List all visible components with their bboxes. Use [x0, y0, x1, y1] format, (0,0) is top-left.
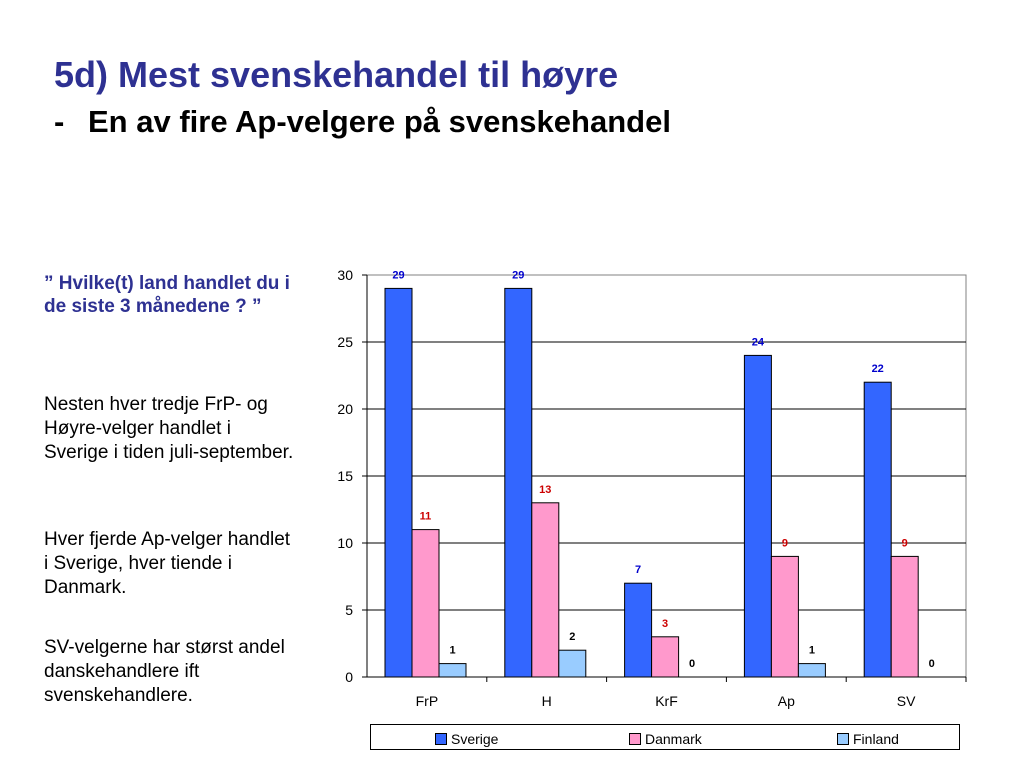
data-label-sverige: 29 — [512, 269, 525, 282]
x-tick-label: H — [541, 693, 552, 709]
commentary-paragraph-3: SV-velgerne har størst andel danskehandlere ift svenskehandlere. — [44, 637, 285, 706]
bar-sverige — [505, 288, 532, 677]
legend-item-finland — [837, 731, 899, 747]
bar-danmark — [771, 556, 798, 677]
bar-sverige — [625, 583, 652, 677]
data-label-finland: 1 — [808, 644, 815, 657]
data-label-danmark: 11 — [419, 510, 432, 523]
chart-legend — [370, 724, 960, 750]
subtitle-text: En av fire Ap-velgere på svenskehandel — [88, 104, 671, 139]
legend-label-finland: Finland — [853, 731, 899, 747]
y-tick-label: 0 — [345, 669, 353, 685]
data-label-finland: 2 — [569, 631, 576, 644]
legend-swatch-sverige — [435, 733, 447, 745]
legend-label-danmark: Danmark — [645, 731, 702, 747]
data-label-sverige: 24 — [751, 336, 765, 349]
survey-question: ” Hvilke(t) land handlet du i de siste 3 månedene ? ” — [44, 273, 290, 317]
x-tick-label: Ap — [777, 693, 795, 709]
y-tick-label: 30 — [337, 267, 353, 283]
bar-sverige — [864, 382, 891, 677]
bar-danmark — [891, 556, 918, 677]
y-tick-label: 10 — [337, 535, 353, 551]
slide-title: 5d) Mest svenskehandel til høyre — [54, 54, 619, 95]
data-label-danmark: 9 — [901, 537, 908, 550]
bar-finland — [439, 664, 466, 677]
bar-finland — [559, 650, 586, 677]
bar-danmark — [412, 530, 439, 677]
x-tick-label: SV — [896, 693, 916, 709]
y-tick-label: 25 — [337, 334, 353, 350]
bar-sverige — [385, 288, 412, 677]
data-label-finland: 0 — [689, 658, 696, 670]
data-label-finland: 1 — [449, 644, 456, 657]
commentary-paragraph-2: Hver fjerde Ap-velger handlet i Sverige, hver tiende i Danmark. — [44, 529, 291, 598]
data-label-danmark: 3 — [662, 617, 669, 630]
bar-danmark — [532, 503, 559, 677]
legend-swatch-danmark — [629, 733, 641, 745]
data-label-danmark: 9 — [781, 537, 788, 550]
data-label-danmark: 13 — [539, 483, 552, 496]
y-tick-label: 20 — [337, 401, 353, 417]
data-label-sverige: 7 — [635, 564, 642, 577]
commentary-paragraph-1: Nesten hver tredje FrP- og Høyre-velger handlet i Sverige i tiden juli-september. — [44, 394, 294, 463]
bar-sverige — [744, 355, 771, 677]
legend-label-sverige: Sverige — [451, 731, 499, 747]
data-label-sverige: 22 — [871, 363, 884, 376]
legend-swatch-finland — [837, 733, 849, 745]
data-label-sverige: 29 — [392, 269, 405, 282]
y-tick-label: 15 — [337, 468, 353, 484]
legend-item-danmark — [629, 731, 702, 747]
bar-danmark — [652, 637, 679, 677]
x-tick-label: KrF — [655, 693, 678, 709]
x-tick-label: FrP — [415, 693, 439, 709]
legend-item-sverige — [435, 731, 498, 747]
subtitle-dash: - — [54, 104, 65, 139]
y-tick-label: 5 — [345, 602, 353, 618]
data-label-finland: 0 — [928, 658, 935, 670]
bar-finland — [798, 664, 825, 677]
